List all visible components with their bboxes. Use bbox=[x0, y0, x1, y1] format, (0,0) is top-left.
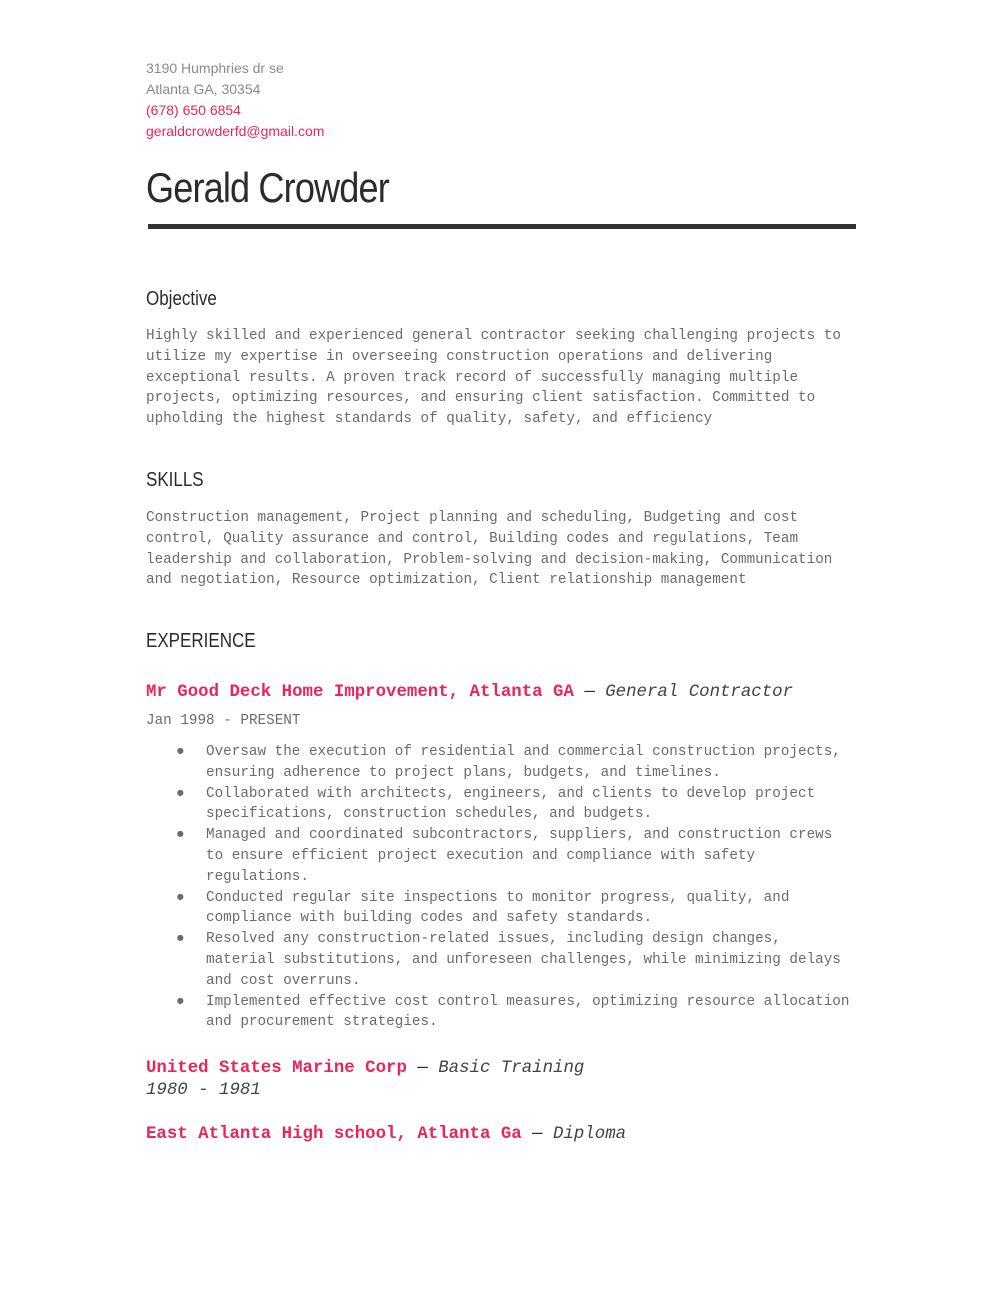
header-divider bbox=[148, 224, 856, 229]
bullet-icon: ● bbox=[176, 993, 185, 1010]
bullet-icon: ● bbox=[176, 785, 185, 802]
skills-text: Construction management, Project planning and scheduling, Budgeting and cost control, Quality assurance and control, Building codes and regulations, Team leadership and collaboration, Problem-solving and decision-making, Communication and negotiation, Resource optimization, Client relationship management bbox=[146, 510, 833, 589]
phone-number: (678) 650 6854 bbox=[146, 102, 241, 118]
job-bullet bbox=[146, 929, 858, 991]
job-entry-title bbox=[146, 1125, 626, 1144]
skills-heading: SKILLS bbox=[146, 469, 204, 491]
bullet-text: Oversaw the execution of residential and commercial construction projects, ensuring adherence to project plans, budgets, and timelines. bbox=[206, 744, 841, 781]
job-bullet bbox=[146, 992, 858, 1034]
objective-text: Highly skilled and experienced general contractor seeking challenging projects to utilize my expertise in overseeing construction operations and delivering exceptional results. A proven track record of successfully managing multiple projects, optimizing resources, and ensuring client satisfaction. Committed to upholding the highest standards of quality, safety, and efficiency bbox=[146, 328, 841, 428]
address-line-1: 3190 Humphries dr se bbox=[146, 60, 284, 76]
job-bullet bbox=[146, 742, 858, 784]
bullet-icon: ● bbox=[176, 827, 185, 844]
bullet-text: Implemented effective cost control measures, optimizing resource allocation and procurement strategies. bbox=[206, 993, 850, 1031]
title-separator: — bbox=[532, 1125, 543, 1144]
job-dates: 1980 - 1981 bbox=[146, 1081, 261, 1100]
bullet-text: Conducted regular site inspections to monitor progress, quality, and compliance with building codes and safety standards. bbox=[206, 889, 790, 927]
job-organization: East Atlanta High school, Atlanta Ga bbox=[146, 1125, 522, 1144]
bullet-text: Collaborated with architects, engineers, and clients to develop project specifications, construction schedules, and budgets. bbox=[206, 785, 816, 823]
job-entry-title bbox=[146, 1059, 584, 1078]
title-separator: — bbox=[584, 683, 595, 702]
bullet-text: Managed and coordinated subcontractors, suppliers, and construction crews to ensure efficient project execution and compliance with safety regulations. bbox=[206, 827, 833, 885]
job-dates: Jan 1998 - PRESENT bbox=[146, 713, 301, 729]
job-role: Basic Training bbox=[438, 1059, 585, 1078]
bullet-icon: ● bbox=[176, 931, 185, 948]
job-organization: Mr Good Deck Home Improvement, Atlanta GA bbox=[146, 683, 574, 702]
contact-block bbox=[146, 58, 324, 142]
email-address: geraldcrowderfd@gmail.com bbox=[146, 123, 325, 139]
experience-heading: EXPERIENCE bbox=[146, 630, 256, 652]
job-role: Diploma bbox=[553, 1125, 627, 1144]
bullet-icon: ● bbox=[176, 889, 185, 906]
job-bullet bbox=[146, 888, 858, 930]
job-bullet-list bbox=[146, 742, 858, 1033]
job-role: General Contractor bbox=[605, 683, 794, 702]
job-bullet bbox=[146, 825, 858, 887]
address-line-2: Atlanta GA, 30354 bbox=[146, 81, 261, 97]
title-separator: — bbox=[417, 1059, 428, 1078]
bullet-text: Resolved any construction-related issues, including design changes, material substitutions, and unforeseen challenges, while minimizing delays and cost overruns. bbox=[206, 931, 841, 989]
job-organization: United States Marine Corp bbox=[146, 1059, 407, 1078]
job-entry-title bbox=[146, 683, 793, 702]
person-name: Gerald Crowder bbox=[146, 164, 389, 211]
bullet-icon: ● bbox=[176, 744, 185, 760]
objective-heading: Objective bbox=[146, 288, 217, 310]
job-bullet bbox=[146, 784, 858, 826]
